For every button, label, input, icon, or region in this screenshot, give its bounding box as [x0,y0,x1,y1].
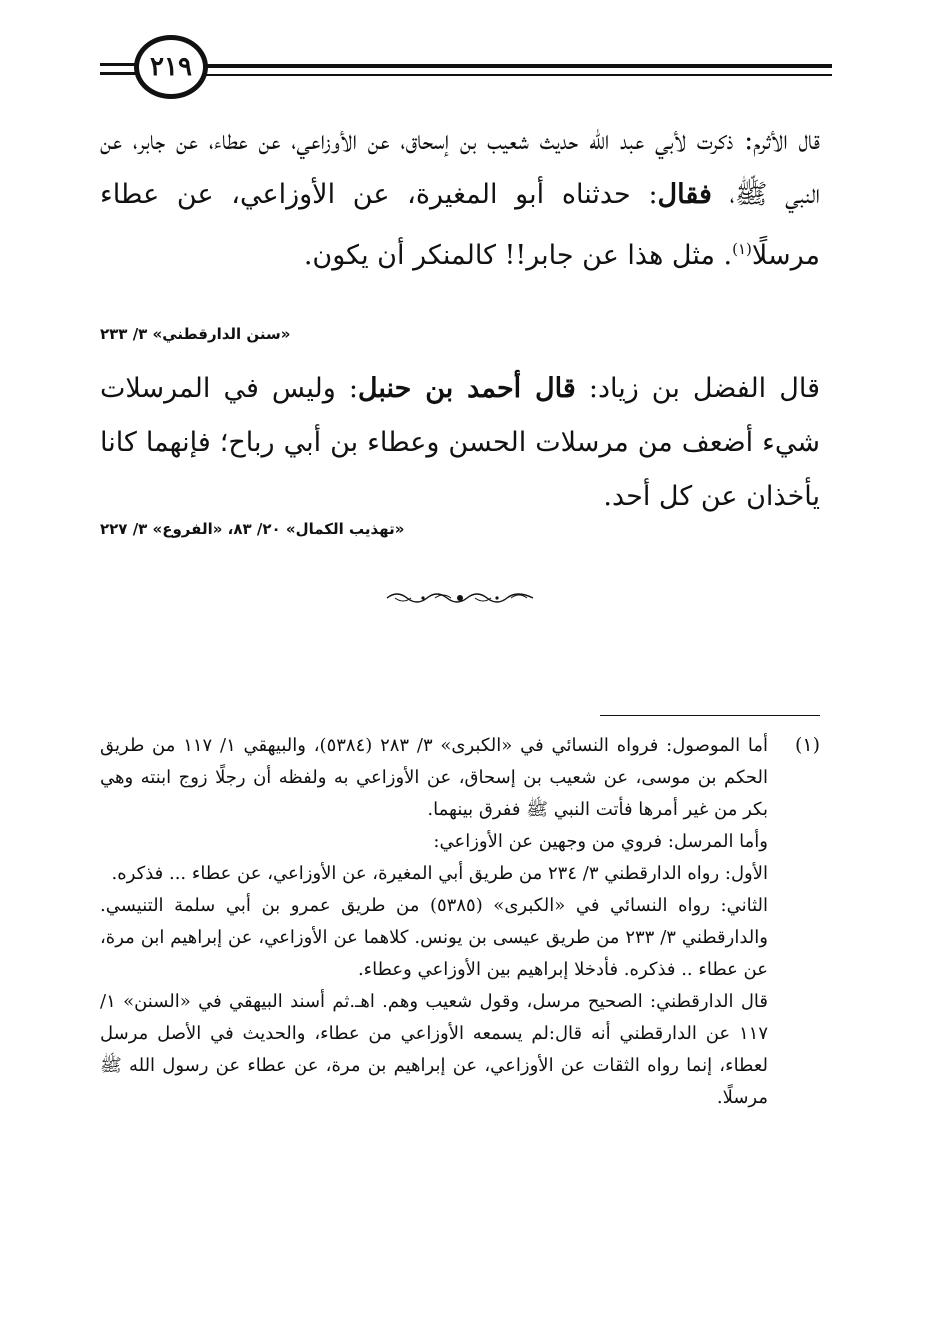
bold-phrase: فقال [657,179,712,210]
bold-phrase: قال أحمد بن حنبل [357,373,576,404]
page-number: ٢١٩ [150,52,192,82]
paragraph-text: : وليس في المرسلات شيء أضعف من مرسلات الحسن وعطاء بن أبي رباح؛ فإنهما كانا يأخذان عن كل أحد. [100,373,820,512]
page-number-badge [134,35,208,99]
paragraph-fadl [100,362,820,524]
source-reference: «تهذيب الكمال» ٢٠/ ٨٣، «الفروع» ٣/ ٢٢٧ [100,520,405,538]
header-rule-right-thick [196,64,832,68]
ornament-divider-icon [385,588,535,608]
source-reference: «سنن الدارقطني» ٣/ ٢٣٣ [100,325,291,343]
footnote-reference[interactable]: (١) [732,240,752,258]
footnote-body [100,730,768,1114]
paragraph-text: قال الفضل بن زياد: [575,373,820,404]
paragraph-text: . مثل هذا عن جابر!! كالمنكر أن يكون. [303,240,733,271]
footnote-marker: (١) [794,734,820,756]
paragraph-text: قال الأثرم: ذكرت لأبي عبد الله حديث شعيب بن إسحاق، عن الأوزاعي، عن عطاء، عن جابر، عن النبي ﷺ، [100,125,820,210]
footnote-separator [600,715,820,716]
footnote-paragraph: قال الدارقطني: الصحيح مرسل، وقول شعيب وهم. اهـ.ثم أسند البيهقي في «السنن» ١/ ١١٧ عن الدارقطني أنه قال:لم يسمعه الأوزاعي من عطاء، والحديث في الأصل مرسل لعطاء، إنما رواه الثقات عن الأوزاعي، عن إبراهيم بن مرة، عن عطاء عن رسول الله ﷺ مرسلًا. [100,991,768,1108]
paragraph-text: : حدثناه أبو المغيرة، عن الأوزاعي، عن عطاء مرسلًا [100,179,820,271]
footnote-paragraph: وأما المرسل: فروي من وجهين عن الأوزاعي: [433,831,768,852]
footnote-paragraph: أما الموصول: فرواه النسائي في «الكبرى» ٣/ ٢٨٣ (٥٣٨٤)، والبيهقي ١/ ١١٧ من طريق الحكم بن موسى، عن شعيب بن إسحاق، عن الأوزاعي به ولفظه أن رجلًا زوج ابنته وهي بكر من غير أمرها فأتت النبي ﷺ ففرق بينهما. [100,735,768,820]
paragraph-athram [100,114,820,283]
header-rule-right-thin [196,74,832,76]
footnote-paragraph: الثاني: رواه النسائي في «الكبرى» (٥٣٨٥) من طريق عمرو بن أبي سلمة التنيسي. والدارقطني ٣/ ٢٣٣ من طريق عيسى بن يونس. كلاهما عن الأوزاعي، عن إبراهيم ابن مرة، عن عطاء .. فذكره. فأدخلا إبراهيم بين الأوزاعي وعطاء. [100,895,768,980]
footnote-paragraph: الأول: رواه الدارقطني ٣/ ٢٣٤ من طريق أبي المغيرة، عن الأوزاعي، عن عطاء ... فذكره. [111,863,768,884]
